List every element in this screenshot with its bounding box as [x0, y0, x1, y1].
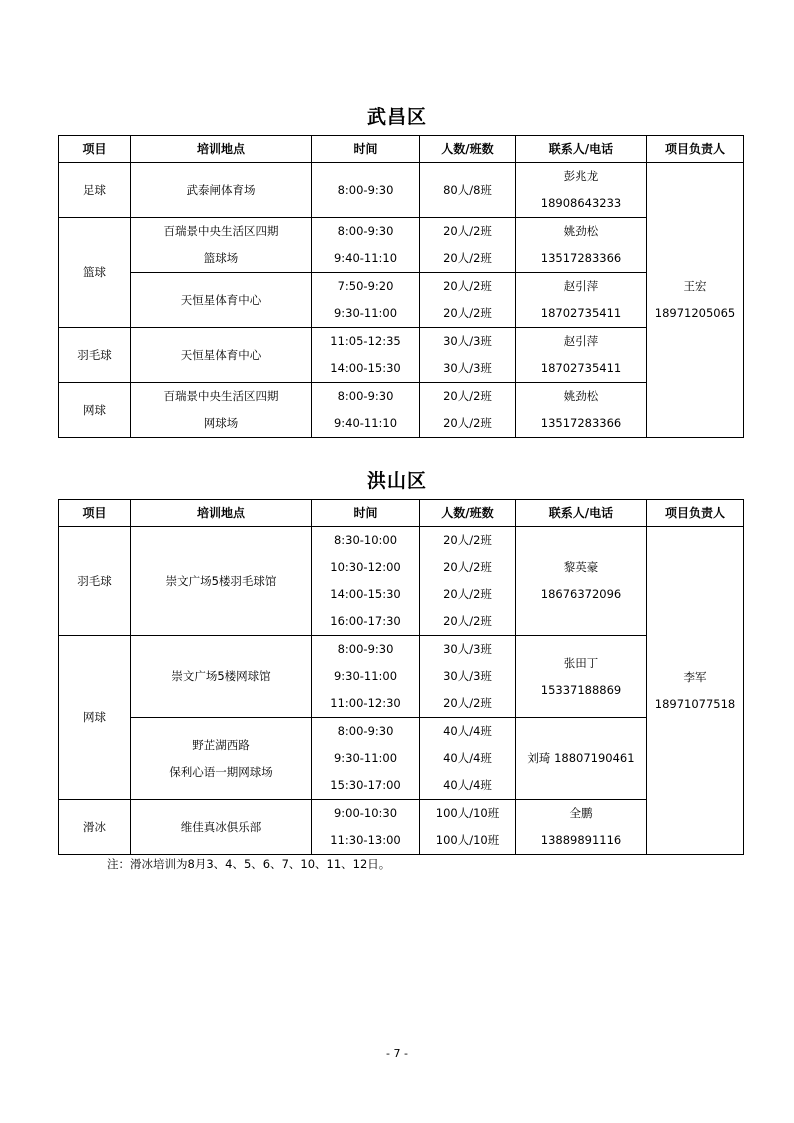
- contact-cell: [516, 328, 647, 383]
- time-slot: 9:30-11:00: [333, 669, 398, 683]
- manager-name: 王宏: [683, 279, 707, 293]
- contact-cell: [516, 383, 647, 438]
- count-value: 20人/2班: [443, 696, 492, 710]
- header-contact: 联系人/电话: [516, 136, 647, 163]
- table-header-row: [59, 136, 744, 163]
- time-slot: 14:00-15:30: [330, 587, 401, 601]
- table-row: [59, 273, 744, 328]
- count-value: 20人/2班: [443, 614, 492, 628]
- venue-line: 篮球场: [203, 251, 239, 265]
- time-slot: 9:00-10:30: [333, 806, 398, 820]
- header-count: 人数/班数: [420, 500, 516, 527]
- contact-name: 彭兆龙: [563, 169, 599, 183]
- hongshan-schedule-table: [58, 499, 744, 855]
- venue-cell: 崇文广场5楼羽毛球馆: [131, 527, 312, 636]
- count-cell: [420, 383, 516, 438]
- count-value: 30人/3班: [443, 642, 492, 656]
- count-cell: [420, 718, 516, 800]
- table-row: [59, 800, 744, 855]
- count-value: 100人/10班: [435, 806, 500, 820]
- contact-phone: 18702735411: [540, 306, 622, 320]
- sport-cell: 羽毛球: [59, 328, 131, 383]
- sport-cell: 网球: [59, 383, 131, 438]
- contact-cell: [516, 163, 647, 218]
- contact-name: 赵引萍: [563, 334, 599, 348]
- contact-cell: [516, 636, 647, 718]
- contact-phone: 18702735411: [540, 361, 622, 375]
- count-value: 40人/4班: [443, 724, 492, 738]
- contact-name: 姚劲松: [563, 389, 599, 403]
- count-cell: [420, 636, 516, 718]
- count-value: 20人/2班: [443, 279, 492, 293]
- table-row: [59, 218, 744, 273]
- venue-cell: 天恒星体育中心: [131, 328, 312, 383]
- table-row: [59, 383, 744, 438]
- count-value: 20人/2班: [443, 251, 492, 265]
- venue-line: 野芷湖西路: [192, 737, 250, 752]
- time-cell: [312, 718, 420, 800]
- contact-name: 张田丁: [563, 655, 599, 670]
- time-slot: 15:30-17:00: [330, 778, 401, 792]
- count-value: 20人/2班: [443, 224, 492, 238]
- manager-name: 李军: [683, 669, 707, 684]
- header-contact: 联系人/电话: [516, 500, 647, 527]
- count-value: 30人/3班: [443, 361, 492, 375]
- count-value: 100人/10班: [435, 833, 500, 847]
- manager-cell: [647, 163, 744, 438]
- count-cell: [420, 218, 516, 273]
- venue-cell: [131, 718, 312, 800]
- time-slot: 11:30-13:00: [330, 833, 401, 847]
- contact-name: 全鹏: [569, 806, 593, 820]
- time-cell: [312, 218, 420, 273]
- header-count: 人数/班数: [420, 136, 516, 163]
- header-time: 时间: [312, 136, 420, 163]
- time-cell: [312, 383, 420, 438]
- header-manager: 项目负责人: [647, 136, 744, 163]
- table-row: [59, 527, 744, 636]
- time-slot: 9:40-11:10: [333, 251, 398, 265]
- page-number: - 7 -: [386, 1047, 408, 1060]
- venue-line: 保利心语一期网球场: [169, 764, 273, 779]
- count-cell: 80人/8班: [420, 163, 516, 218]
- time-cell: [312, 273, 420, 328]
- contact-phone: 15337188869: [540, 682, 622, 697]
- contact-name: 姚劲松: [563, 224, 599, 238]
- time-slot: 9:30-11:00: [333, 751, 398, 765]
- wuchang-schedule-table: [58, 135, 744, 438]
- contact-phone: 18676372096: [540, 587, 622, 601]
- header-venue: 培训地点: [131, 136, 312, 163]
- count-value: 30人/3班: [443, 334, 492, 348]
- time-cell: [312, 328, 420, 383]
- section-title-hongshan: 洪山区: [366, 470, 427, 492]
- count-value: 30人/3班: [443, 669, 492, 683]
- time-slot: 8:30-10:00: [333, 533, 398, 547]
- sport-cell: 足球: [59, 163, 131, 218]
- count-cell: [420, 328, 516, 383]
- header-sport: 项目: [59, 136, 131, 163]
- count-value: 20人/2班: [443, 560, 492, 574]
- count-value: 20人/2班: [443, 306, 492, 320]
- contact-phone: 18908643233: [540, 196, 622, 210]
- count-value: 20人/2班: [443, 587, 492, 601]
- table-row: [59, 163, 744, 218]
- venue-cell: 维佳真冰俱乐部: [131, 800, 312, 855]
- table-row: [59, 718, 744, 800]
- contact-name: 黎英豪: [563, 560, 599, 574]
- contact-phone: 13517283366: [540, 416, 622, 430]
- sport-cell: 篮球: [59, 218, 131, 328]
- contact-phone: 13889891116: [540, 833, 622, 847]
- time-cell: [312, 636, 420, 718]
- count-value: 40人/4班: [443, 751, 492, 765]
- time-slot: 16:00-17:30: [330, 614, 401, 628]
- count-cell: [420, 273, 516, 328]
- time-slot: 10:30-12:00: [330, 560, 401, 574]
- contact-cell: [516, 273, 647, 328]
- contact-phone: 13517283366: [540, 251, 622, 265]
- header-venue: 培训地点: [131, 500, 312, 527]
- venue-line: 网球场: [203, 416, 239, 430]
- header-sport: 项目: [59, 500, 131, 527]
- sport-cell: 滑冰: [59, 800, 131, 855]
- time-slot: 7:50-9:20: [337, 279, 394, 293]
- time-slot: 11:00-12:30: [330, 696, 401, 710]
- count-cell: [420, 527, 516, 636]
- sport-cell: 网球: [59, 636, 131, 800]
- venue-line: 百瑞景中央生活区四期: [163, 224, 279, 238]
- manager-phone: 18971077518: [654, 696, 736, 711]
- table-row: [59, 636, 744, 718]
- count-value: 20人/2班: [443, 533, 492, 547]
- venue-cell: 崇文广场5楼网球馆: [131, 636, 312, 718]
- sport-cell: 羽毛球: [59, 527, 131, 636]
- footnote: 注：滑冰培训为8月3、4、5、6、7、10、11、12日。: [107, 857, 391, 871]
- contact-cell: 刘琦 18807190461: [516, 718, 647, 800]
- contact-cell: [516, 218, 647, 273]
- time-slot: 8:00-9:30: [337, 224, 394, 238]
- time-slot: 8:00-9:30: [337, 389, 394, 403]
- venue-cell: [131, 218, 312, 273]
- section-title-wuchang: 武昌区: [366, 106, 427, 128]
- time-cell: 8:00-9:30: [312, 163, 420, 218]
- time-slot: 14:00-15:30: [330, 361, 401, 375]
- contact-name: 赵引萍: [563, 279, 599, 293]
- header-manager: 项目负责人: [647, 500, 744, 527]
- table-row: [59, 328, 744, 383]
- time-cell: [312, 800, 420, 855]
- time-slot: 11:05-12:35: [330, 334, 401, 348]
- venue-cell: 武泰闸体育场: [131, 163, 312, 218]
- venue-line: 百瑞景中央生活区四期: [163, 389, 279, 403]
- venue-cell: [131, 383, 312, 438]
- header-time: 时间: [312, 500, 420, 527]
- manager-cell: [647, 527, 744, 855]
- time-slot: 9:40-11:10: [333, 416, 398, 430]
- time-slot: 8:00-9:30: [337, 724, 394, 738]
- count-value: 20人/2班: [443, 416, 492, 430]
- venue-cell: 天恒星体育中心: [131, 273, 312, 328]
- manager-phone: 18971205065: [654, 306, 736, 320]
- time-cell: [312, 527, 420, 636]
- count-value: 40人/4班: [443, 778, 492, 792]
- time-slot: 9:30-11:00: [333, 306, 398, 320]
- count-cell: [420, 800, 516, 855]
- time-slot: 8:00-9:30: [337, 642, 394, 656]
- table-header-row: [59, 500, 744, 527]
- contact-cell: [516, 800, 647, 855]
- count-value: 20人/2班: [443, 389, 492, 403]
- contact-cell: [516, 527, 647, 636]
